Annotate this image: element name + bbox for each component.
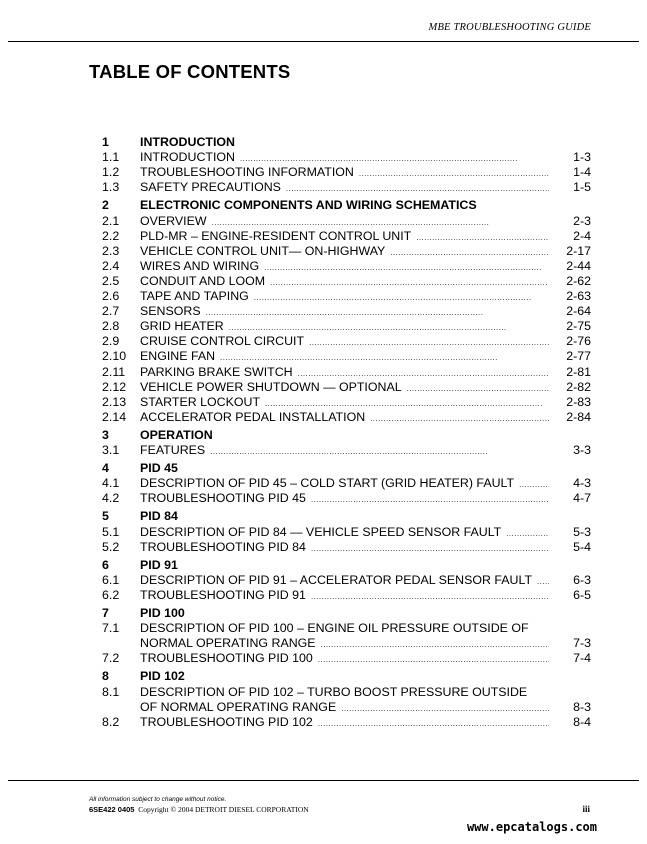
toc-title: PID 45 — [140, 461, 178, 476]
toc-page-number: 5-4 — [573, 539, 591, 554]
toc-number: 8.1 — [102, 684, 120, 699]
toc-number: 2.12 — [102, 379, 127, 394]
toc-page-number: 3-3 — [573, 443, 591, 457]
toc-page-number: 2-77 — [566, 349, 591, 364]
toc-leader-dots — [298, 365, 549, 380]
toc-leader-dots — [341, 700, 549, 715]
toc-number: 5.2 — [102, 539, 120, 554]
toc-number: 4.2 — [102, 491, 120, 506]
toc-title: ENGINE FAN — [140, 349, 216, 364]
toc-page-number: 2-82 — [566, 379, 591, 394]
toc-number: 2.4 — [102, 258, 120, 273]
toc-number: 2.1 — [102, 213, 120, 228]
toc-page-number: 8-3 — [573, 699, 591, 714]
toc-title: SAFETY PRECAUTIONS — [140, 180, 281, 195]
toc-title: TAPE AND TAPING — [140, 289, 249, 303]
footer-rule — [8, 780, 639, 781]
toc-page-number: 1-3 — [573, 150, 591, 165]
toc-number: 2.13 — [102, 394, 127, 409]
toc-title: OVERVIEW — [140, 213, 207, 228]
toc-title: ELECTRONIC COMPONENTS AND WIRING SCHEMATICS — [140, 198, 477, 213]
toc-title: PID 91 — [140, 557, 178, 572]
toc-title: CRUISE CONTROL CIRCUIT — [140, 334, 305, 349]
toc-number: 1 — [102, 135, 109, 149]
toc-title: WIRES AND WIRING — [140, 258, 260, 273]
watermark-link[interactable]: www.epcatalogs.com — [466, 820, 597, 834]
footer-document-info — [89, 805, 309, 814]
toc-title: VEHICLE POWER SHUTDOWN — OPTIONAL — [140, 379, 402, 394]
toc-number: 2.5 — [102, 273, 120, 288]
toc-page-number: 2-4 — [573, 228, 591, 243]
toc-leader-dots — [254, 289, 549, 304]
toc-leader-dots — [286, 180, 549, 195]
toc-number: 6.2 — [102, 587, 120, 602]
toc-leader-dots — [240, 150, 549, 165]
toc-number: 2.9 — [102, 334, 120, 349]
toc-page-number: 2-83 — [566, 394, 591, 409]
toc-leader-dots — [318, 715, 549, 730]
toc-number: 2.3 — [102, 243, 120, 258]
document-number: 6SE422 0405 — [89, 805, 135, 814]
toc-leader-dots — [537, 573, 549, 588]
toc-title: DESCRIPTION OF PID 45 – COLD START (GRID HEATER) FAULT — [140, 476, 515, 491]
toc-title: TROUBLESHOOTING PID 102 — [140, 714, 313, 729]
toc-number: 2.14 — [102, 409, 127, 424]
toc-title: TROUBLESHOOTING PID 84 — [140, 539, 306, 554]
toc-number: 5 — [102, 509, 109, 524]
toc-number: 8.2 — [102, 714, 120, 729]
toc-leader-dots — [210, 443, 549, 458]
toc-page-number: 2-44 — [566, 258, 591, 273]
toc-page-number: 6-5 — [573, 587, 591, 602]
toc-number: 2.2 — [102, 228, 120, 243]
toc-title: ACCELERATOR PEDAL INSTALLATION — [140, 409, 366, 424]
toc-page-number: 2-63 — [566, 289, 591, 303]
toc-page-number: 4-3 — [573, 476, 591, 491]
toc-number: 2.6 — [102, 289, 120, 303]
toc-number: 3.1 — [102, 443, 120, 457]
toc-leader-dots — [220, 349, 549, 364]
toc-number: 7.2 — [102, 651, 120, 666]
toc-title: PID 102 — [140, 669, 185, 684]
toc-title: TROUBLESHOOTING PID 100 — [140, 651, 313, 666]
toc-leader-dots — [229, 319, 549, 334]
toc-leader-dots — [506, 525, 549, 540]
toc-page-number: 1-5 — [573, 180, 591, 195]
toc-title: PID 84 — [140, 509, 178, 524]
toc-title: STARTER LOCKOUT — [140, 394, 261, 409]
toc-page-number: 2-62 — [566, 273, 591, 288]
toc-leader-dots — [321, 636, 549, 651]
toc-leader-dots — [390, 244, 549, 259]
toc-title: DESCRIPTION OF PID 91 – ACCELERATOR PEDAL SENSOR FAULT — [140, 572, 533, 587]
toc-number: 7 — [102, 606, 109, 620]
toc-leader-dots — [212, 214, 549, 229]
toc-leader-dots — [309, 334, 549, 349]
toc-title-continuation: OF NORMAL OPERATING RANGE — [140, 699, 337, 714]
running-header: MBE TROUBLESHOOTING GUIDE — [428, 22, 591, 33]
toc-page-number: 5-3 — [573, 524, 591, 539]
toc-leader-dots — [311, 491, 549, 506]
toc-title: FEATURES — [140, 443, 206, 457]
toc-page-number: 2-81 — [566, 364, 591, 379]
page-number: iii — [582, 804, 590, 814]
toc-leader-dots — [407, 380, 549, 395]
toc-title-continuation: NORMAL OPERATING RANGE — [140, 636, 316, 651]
toc-page-number: 7-3 — [573, 636, 591, 651]
toc-leader-dots — [265, 395, 549, 410]
toc-title: GRID HEATER — [140, 319, 224, 334]
toc-number: 6 — [102, 557, 109, 572]
toc-page-number: 8-4 — [573, 714, 591, 729]
toc-number: 7.1 — [102, 621, 120, 636]
toc-leader-dots — [311, 588, 549, 603]
toc-title: PLD-MR – ENGINE-RESIDENT CONTROL UNIT — [140, 228, 412, 243]
toc-leader-dots — [311, 540, 549, 555]
copyright-text: Copyright © 2004 DETROIT DIESEL CORPORATION — [138, 805, 309, 814]
toc-page-number: 7-4 — [573, 651, 591, 666]
toc-leader-dots — [264, 259, 549, 274]
toc-leader-dots — [370, 410, 549, 425]
toc-number: 1.1 — [102, 150, 120, 165]
toc-number: 2.8 — [102, 319, 120, 334]
toc-page-number: 2-76 — [566, 334, 591, 349]
toc-number: 3 — [102, 427, 109, 442]
toc-leader-dots — [519, 476, 549, 491]
toc-leader-dots — [270, 274, 549, 289]
toc-leader-dots — [416, 229, 549, 244]
toc-title: DESCRIPTION OF PID 84 — VEHICLE SPEED SENSOR FAULT — [140, 524, 502, 539]
toc-page-number: 1-4 — [573, 165, 591, 180]
toc-title: PID 100 — [140, 606, 185, 620]
toc-number: 2.7 — [102, 304, 120, 319]
toc-number: 1.3 — [102, 180, 120, 195]
toc-number: 1.2 — [102, 165, 120, 180]
toc-number: 4 — [102, 461, 109, 476]
toc-title: DESCRIPTION OF PID 102 – TURBO BOOST PRESSURE OUTSIDE — [140, 684, 528, 699]
toc-number: 4.1 — [102, 476, 120, 491]
toc-page-number: 2-75 — [566, 319, 591, 334]
toc-page-number: 2-3 — [573, 213, 591, 228]
toc-page-number: 2-64 — [566, 304, 591, 319]
toc-number: 2 — [102, 198, 109, 213]
toc-title: INTRODUCTION — [140, 135, 235, 149]
toc-page-number: 2-17 — [566, 243, 591, 258]
toc-title: OPERATION — [140, 427, 213, 442]
toc-title: DESCRIPTION OF PID 100 – ENGINE OIL PRESSURE OUTSIDE OF — [140, 621, 529, 636]
toc-title: VEHICLE CONTROL UNIT— ON-HIGHWAY — [140, 243, 386, 258]
toc-title: PARKING BRAKE SWITCH — [140, 364, 293, 379]
toc-number: 5.1 — [102, 524, 120, 539]
toc-title: TROUBLESHOOTING INFORMATION — [140, 165, 354, 180]
toc-title: SENSORS — [140, 304, 201, 319]
toc-title: CONDUIT AND LOOM — [140, 273, 266, 288]
toc-number: 6.1 — [102, 572, 120, 587]
toc-number: 2.11 — [102, 364, 126, 379]
toc-page-number: 4-7 — [573, 491, 591, 506]
toc-number: 8 — [102, 669, 109, 684]
footer-disclaimer: All information subject to change without notice. — [89, 796, 227, 803]
toc-page-number: 2-84 — [566, 409, 591, 424]
toc-leader-dots — [359, 165, 549, 180]
toc-leader-dots — [206, 304, 549, 319]
page-title: TABLE OF CONTENTS — [89, 61, 291, 82]
toc-title: TROUBLESHOOTING PID 91 — [140, 587, 306, 602]
toc-number: 2.10 — [102, 349, 127, 364]
toc-title: TROUBLESHOOTING PID 45 — [140, 491, 306, 506]
toc-leader-dots — [318, 651, 549, 666]
toc-title: INTRODUCTION — [140, 150, 235, 165]
toc-page-number: 6-3 — [573, 572, 591, 587]
